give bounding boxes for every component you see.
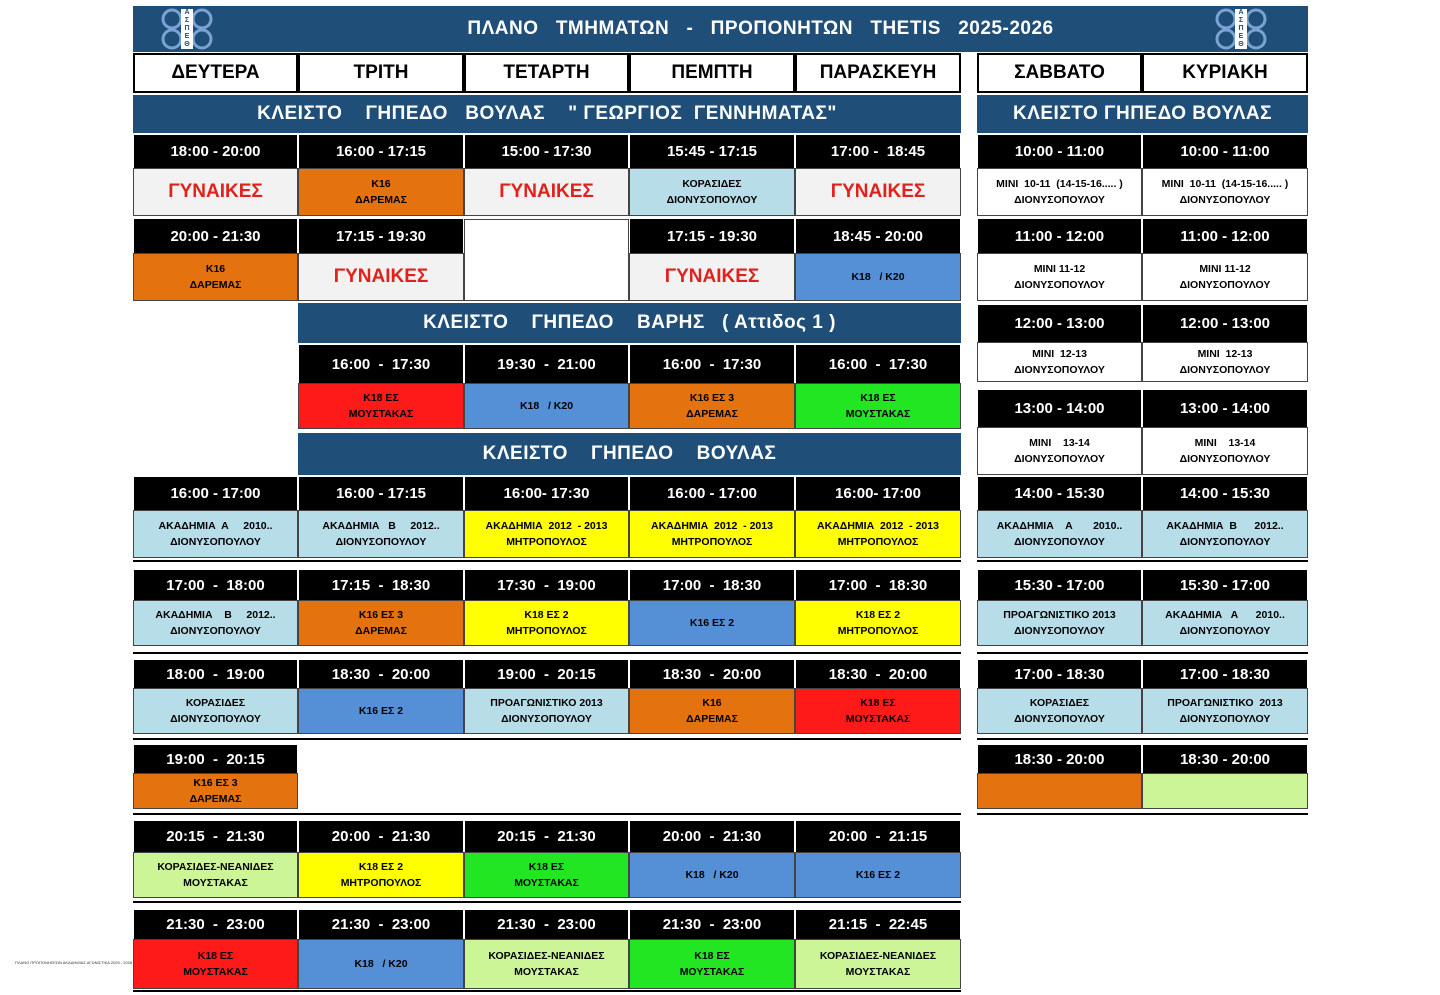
training-group: ΓΥΝΑΙΚΕΣ [464,168,629,216]
time-slot: 21:15 - 22:45 [795,910,961,939]
time-slot: 18:30 - 20:00 [795,660,961,688]
training-group: ΚΟΡΑΣΙΔΕΣ-ΝΕΑΝΙΔΕΣ ΜΟΥΣΤΑΚΑΣ [795,939,961,989]
time-slot: 21:30 - 23:00 [298,910,464,939]
row-separator [133,901,961,903]
time-slot: 21:30 - 23:00 [629,910,795,939]
training-group: Κ16 ΕΣ 3 ΔΑΡΕΜΑΣ [298,600,464,646]
time-slot: 20:00 - 21:15 [795,821,961,852]
training-group: ΓΥΝΑΙΚΕΣ [795,168,961,216]
time-slot: 13:00 - 14:00 [1142,390,1308,427]
training-group: MINI 11-12 ΔΙΟΝΥΣΟΠΟΥΛΟΥ [1142,253,1308,301]
club-logo-right [1212,8,1270,50]
time-slot: 16:00 - 17:15 [298,135,464,168]
training-group: ΑΚΑΔΗΜΙΑ 2012 - 2013 ΜΗΤΡΟΠΟΥΛΟΣ [464,510,629,558]
row-separator [133,813,961,815]
training-group: Κ18 / Κ20 [629,852,795,898]
time-slot: 18:00 - 20:00 [133,135,298,168]
training-group [1142,773,1308,809]
training-group: Κ18 / Κ20 [298,939,464,989]
time-slot: 11:00 - 12:00 [977,219,1142,253]
day-header-4: ΠΑΡΑΣΚΕΥΗ [795,53,961,93]
training-group: Κ18 ΕΣ 2 ΜΗΤΡΟΠΟΥΛΟΣ [298,852,464,898]
venue-banner-vari: ΚΛΕΙΣΤΟ ΓΗΠΕΔΟ ΒΑΡΗΣ ( Αττιδος 1 ) [298,303,961,343]
time-slot: 20:00 - 21:30 [133,219,298,253]
time-slot: 13:00 - 14:00 [977,390,1142,427]
training-group: ΑΚΑΔΗΜΙΑ 2012 - 2013 ΜΗΤΡΟΠΟΥΛΟΣ [795,510,961,558]
logo-letter: Σ [1238,17,1244,24]
training-group: MINI 10-11 (14-15-16..... ) ΔΙΟΝΥΣΟΠΟΥΛΟΥ [1142,168,1308,216]
venue-banner-voula-second: ΚΛΕΙΣΤΟ ΓΗΠΕΔΟ ΒΟΥΛΑΣ [298,433,961,475]
training-group: Κ16 ΕΣ 2 [298,688,464,734]
time-slot: 17:00 - 18:30 [977,660,1142,688]
time-slot: 16:00- 17:00 [795,477,961,510]
page-title-text: ΠΛΑΝΟ ΤΜΗΜΑΤΩΝ - ΠΡΟΠΟΝΗΤΩΝ THETIS 2025-2026 [467,18,1054,39]
logo-letter: Α [1238,9,1244,16]
training-group: ΓΥΝΑΙΚΕΣ [298,253,464,301]
time-slot: 18:30 - 20:00 [629,660,795,688]
time-slot: 10:00 - 11:00 [1142,135,1308,168]
logo-letters [1235,9,1247,49]
day-header-0: ΔΕΥΤΕΡΑ [133,53,298,93]
time-slot: 19:30 - 21:00 [464,345,629,383]
time-slot: 17:15 - 19:30 [629,219,795,253]
training-group: Κ18 ΕΣ 2 ΜΗΤΡΟΠΟΥΛΟΣ [795,600,961,646]
training-group: MINI 13-14 ΔΙΟΝΥΣΟΠΟΥΛΟΥ [1142,427,1308,475]
training-group: ΑΚΑΔΗΜΙΑ Β 2012.. ΔΙΟΝΥΣΟΠΟΥΛΟΥ [133,600,298,646]
time-slot: 16:00 - 17:30 [298,345,464,383]
row-separator [133,560,961,562]
day-header-5: ΣΑΒΒΑΤΟ [977,53,1142,93]
training-group: ΑΚΑΔΗΜΙΑ Β 2012.. ΔΙΟΝΥΣΟΠΟΥΛΟΥ [1142,510,1308,558]
training-group: ΠΡΟΑΓΩΝΙΣΤΙΚΟ 2013 ΔΙΟΝΥΣΟΠΟΥΛΟΥ [977,600,1142,646]
training-group: ΚΟΡΑΣΙΔΕΣ ΔΙΟΝΥΣΟΠΟΥΛΟΥ [629,168,795,216]
training-group: ΠΡΟΑΓΩΝΙΣΤΙΚΟ 2013 ΔΙΟΝΥΣΟΠΟΥΛΟΥ [464,688,629,734]
row-separator [977,738,1308,740]
logo-letter: Ε [1238,33,1244,40]
training-group: ΚΟΡΑΣΙΔΕΣ ΔΙΟΝΥΣΟΠΟΥΛΟΥ [977,688,1142,734]
time-slot: 17:30 - 19:00 [464,570,629,600]
training-group: ΚΟΡΑΣΙΔΕΣ-ΝΕΑΝΙΔΕΣ ΜΟΥΣΤΑΚΑΣ [464,939,629,989]
time-slot: 16:00 - 17:00 [133,477,298,510]
empty-cell [464,219,629,301]
logo-letters [181,9,193,49]
time-slot: 21:30 - 23:00 [464,910,629,939]
training-group: ΚΟΡΑΣΙΔΕΣ ΔΙΟΝΥΣΟΠΟΥΛΟΥ [133,688,298,734]
training-group: Κ18 ΕΣ ΜΟΥΣΤΑΚΑΣ [629,939,795,989]
time-slot: 17:15 - 19:30 [298,219,464,253]
time-slot: 17:00 - 18:30 [795,570,961,600]
time-slot: 20:00 - 21:30 [298,821,464,852]
training-group: ΑΚΑΔΗΜΙΑ 2012 - 2013 ΜΗΤΡΟΠΟΥΛΟΣ [629,510,795,558]
footnote: ΠΛΑΝΟ ΠΡΟΠΟΝΗΣΕΩΝ ΑΚΑΔΗΜΙΑΣ ΑΓΩΝΙΣΤΙΚΑ 2025 - 2026 [15,960,133,965]
day-header-6: ΚΥΡΙΑΚΗ [1142,53,1308,93]
training-group: MINI 12-13 ΔΙΟΝΥΣΟΠΟΥΛΟΥ [977,342,1142,382]
training-group: ΓΥΝΑΙΚΕΣ [629,253,795,301]
time-slot: 16:00 - 17:30 [795,345,961,383]
training-group: Κ18 / Κ20 [464,383,629,429]
time-slot: 19:00 - 20:15 [464,660,629,688]
training-group: Κ16 ΔΑΡΕΜΑΣ [629,688,795,734]
time-slot: 16:00 - 17:00 [629,477,795,510]
logo-letter: Ε [184,33,190,40]
training-group [977,773,1142,809]
time-slot: 18:30 - 20:00 [1142,745,1308,773]
row-separator [977,560,1308,562]
time-slot: 14:00 - 15:30 [1142,477,1308,510]
training-group: Κ16 ΕΣ 3 ΔΑΡΕΜΑΣ [629,383,795,429]
logo-letter: Θ [1238,41,1244,48]
training-group: Κ16 ΕΣ 2 [795,852,961,898]
time-slot: 18:45 - 20:00 [795,219,961,253]
venue-banner-voula-main: ΚΛΕΙΣΤΟ ΓΗΠΕΔΟ ΒΟΥΛΑΣ " ΓΕΩΡΓΙΟΣ ΓΕΝΝΗΜΑΤΑΣ" [133,95,961,133]
training-group: MINI 11-12 ΔΙΟΝΥΣΟΠΟΥΛΟΥ [977,253,1142,301]
time-slot: 17:00 - 18:30 [629,570,795,600]
day-header-2: ΤΕΤΑΡΤΗ [464,53,629,93]
training-group: Κ18 / Κ20 [795,253,961,301]
logo-letter: Σ [184,17,190,24]
training-group: Κ18 ΕΣ 2 ΜΗΤΡΟΠΟΥΛΟΣ [464,600,629,646]
time-slot: 11:00 - 12:00 [1142,219,1308,253]
row-separator [977,813,1308,815]
time-slot: 12:00 - 13:00 [977,305,1142,342]
time-slot: 15:00 - 17:30 [464,135,629,168]
time-slot: 20:00 - 21:30 [629,821,795,852]
venue-banner-voula-weekend: ΚΛΕΙΣΤΟ ΓΗΠΕΔΟ ΒΟΥΛΑΣ [977,95,1308,133]
training-group: MINI 13-14 ΔΙΟΝΥΣΟΠΟΥΛΟΥ [977,427,1142,475]
page-title [133,6,1308,52]
training-group: Κ18 ΕΣ ΜΟΥΣΤΑΚΑΣ [464,852,629,898]
day-header-1: ΤΡΙΤΗ [298,53,464,93]
training-group: ΑΚΑΔΗΜΙΑ Α 2010.. ΔΙΟΝΥΣΟΠΟΥΛΟΥ [1142,600,1308,646]
training-group: ΑΚΑΔΗΜΙΑ Α 2010.. ΔΙΟΝΥΣΟΠΟΥΛΟΥ [133,510,298,558]
logo-letter: Θ [184,41,190,48]
training-group: Κ18 ΕΣ ΜΟΥΣΤΑΚΑΣ [298,383,464,429]
row-separator [133,652,961,654]
training-group: Κ18 ΕΣ ΜΟΥΣΤΑΚΑΣ [133,939,298,989]
time-slot: 18:00 - 19:00 [133,660,298,688]
training-group: ΓΥΝΑΙΚΕΣ [133,168,298,216]
time-slot: 15:30 - 17:00 [1142,570,1308,600]
training-group: Κ16 ΔΑΡΕΜΑΣ [133,253,298,301]
time-slot: 16:00- 17:30 [464,477,629,510]
logo-letter: Α [184,9,190,16]
training-group: ΚΟΡΑΣΙΔΕΣ-ΝΕΑΝΙΔΕΣ ΜΟΥΣΤΑΚΑΣ [133,852,298,898]
training-group: Κ16 ΔΑΡΕΜΑΣ [298,168,464,216]
time-slot: 15:45 - 17:15 [629,135,795,168]
time-slot: 17:00 - 18:00 [133,570,298,600]
time-slot: 15:30 - 17:00 [977,570,1142,600]
logo-letter: Π [184,25,190,32]
row-separator [133,990,961,992]
row-separator [133,738,961,740]
time-slot: 19:00 - 20:15 [133,745,298,773]
training-group: Κ18 ΕΣ ΜΟΥΣΤΑΚΑΣ [795,383,961,429]
time-slot: 18:30 - 20:00 [298,660,464,688]
time-slot: 20:15 - 21:30 [133,821,298,852]
time-slot: 20:15 - 21:30 [464,821,629,852]
training-group: MINI 12-13 ΔΙΟΝΥΣΟΠΟΥΛΟΥ [1142,342,1308,382]
row-separator [977,652,1308,654]
time-slot: 12:00 - 13:00 [1142,305,1308,342]
day-header-3: ΠΕΜΠΤΗ [629,53,795,93]
time-slot: 17:15 - 18:30 [298,570,464,600]
logo-letter: Π [1238,25,1244,32]
training-group: Κ16 ΕΣ 2 [629,600,795,646]
time-slot: 17:00 - 18:30 [1142,660,1308,688]
time-slot: 21:30 - 23:00 [133,910,298,939]
time-slot: 18:30 - 20:00 [977,745,1142,773]
time-slot: 14:00 - 15:30 [977,477,1142,510]
training-group: Κ18 ΕΣ ΜΟΥΣΤΑΚΑΣ [795,688,961,734]
club-logo-left [158,8,216,50]
training-group: MINI 10-11 (14-15-16..... ) ΔΙΟΝΥΣΟΠΟΥΛΟΥ [977,168,1142,216]
time-slot: 17:00 - 18:45 [795,135,961,168]
training-group: Κ16 ΕΣ 3 ΔΑΡΕΜΑΣ [133,773,298,809]
time-slot: 10:00 - 11:00 [977,135,1142,168]
training-group: ΑΚΑΔΗΜΙΑ Β 2012.. ΔΙΟΝΥΣΟΠΟΥΛΟΥ [298,510,464,558]
time-slot: 16:00 - 17:15 [298,477,464,510]
training-group: ΠΡΟΑΓΩΝΙΣΤΙΚΟ 2013 ΔΙΟΝΥΣΟΠΟΥΛΟΥ [1142,688,1308,734]
time-slot: 16:00 - 17:30 [629,345,795,383]
training-group: ΑΚΑΔΗΜΙΑ Α 2010.. ΔΙΟΝΥΣΟΠΟΥΛΟΥ [977,510,1142,558]
